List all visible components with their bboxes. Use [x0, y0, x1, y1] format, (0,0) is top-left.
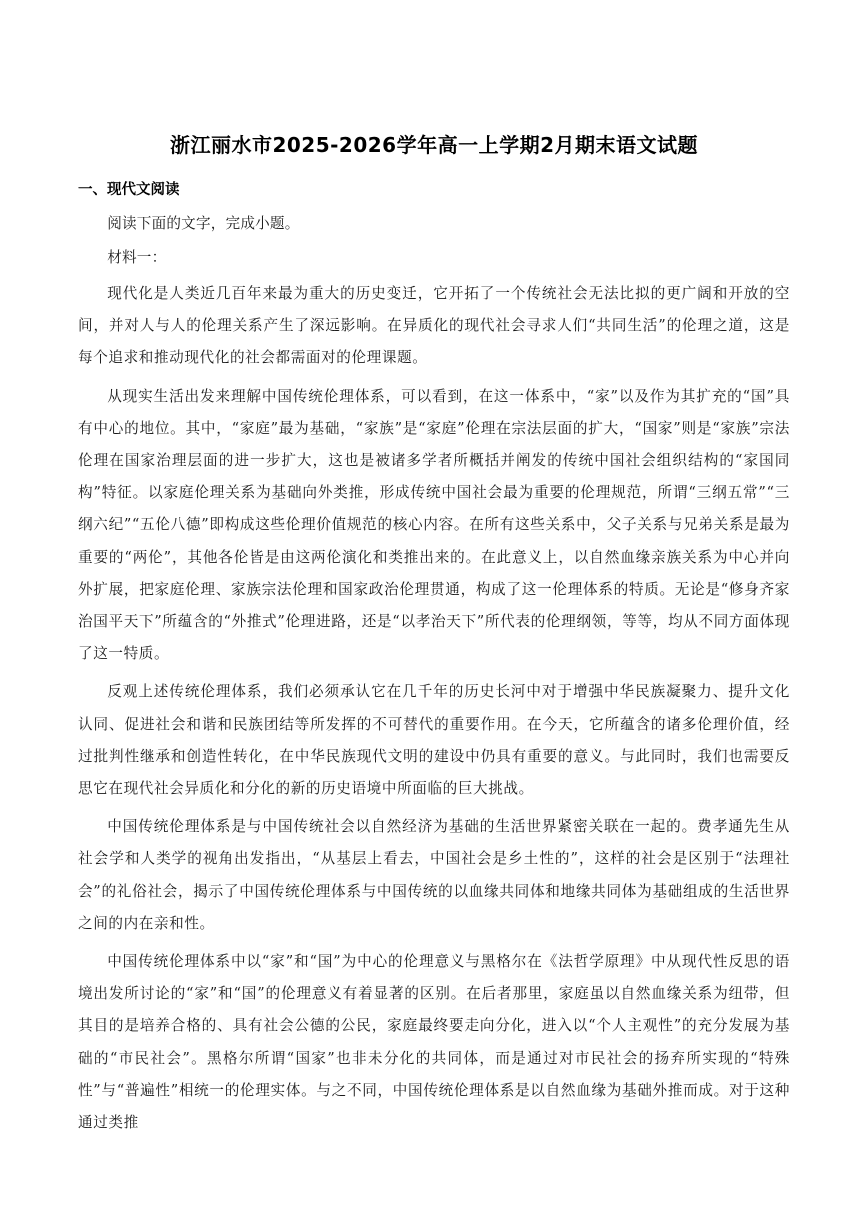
paragraph-2: 从现实生活出发来理解中国传统伦理体系，可以看到，在这一体系中，“家”以及作为其扩充的“国”具有中心的地位。其中，“家庭”最为基础，“家族”是“家庭”伦理在宗法层面的扩大，“国家”则是“家族”宗法伦理在国家治理层面的进一步扩大，这也是被诸多学者所概括并阐发的传统中国社会组织结构的“家国同构”特征。以家庭伦理关系为基础向外类推，形成传统中国社会最为重要的伦理规范，所谓“三纲五常”“三纲六纪”“五伦八德”即构成这些伦理价值规范的核心内容。在所有这些关系中，父子关系与兄弟关系是最为重要的“两伦”，其他各伦皆是由这两伦演化和类推出来的。在此意义上，以自然血缘亲族关系为中心并向外扩展，把家庭伦理、家族宗法伦理和国家政治伦理贯通，构成了这一伦理体系的特质。无论是“修身齐家治国平天下”所蕴含的“外推式”伦理进路，还是“以孝治天下”所代表的伦理纲领，等等，均从不同方面体现了这一特质。	[78, 387, 790, 663]
paragraph-4: 中国传统伦理体系是与中国传统社会以自然经济为基础的生活世界紧密关联在一起的。费孝通先生从社会学和人类学的视角出发指出，“从基层上看去，中国社会是乡土性的”，这样的社会是区别于“法理社会”的礼俗社会，揭示了中国传统伦理体系与中国传统的以血缘共同体和地缘共同体为基础组成的生活世界之间的内在亲和性。	[78, 818, 790, 932]
material-label: 材料一：	[107, 249, 167, 266]
paragraph-3: 反观上述传统伦理体系，我们必须承认它在几千年的历史长河中对于增强中华民族凝聚力、提升文化认同、促进社会和谐和民族团结等所发挥的不可替代的重要作用。在今天，它所蕴含的诸多伦理价值，经过批判性继承和创造性转化，在中华民族现代文明的建设中仍具有重要的意义。与此同时，我们也需要反思它在现代社会异质化和分化的新的历史语境中所面临的巨大挑战。	[78, 683, 790, 798]
paragraph-5: 中国传统伦理体系中以“家”和“国”为中心的伦理意义与黑格尔在《法哲学原理》中从现代性反思的语境出发所讨论的“家”和“国”的伦理意义有着显著的区别。在后者那里，家庭虽以自然血缘关系为纽带，但其目的是培养合格的、具有社会公德的公民，家庭最终要走向分化，进入以“个人主观性”的充分发展为基础的“市民社会”。黑格尔所谓“国家”也非未分化的共同体，而是通过对市民社会的扬弃所实现的“特殊性”与“普遍性”相统一的伦理实体。与之不同，中国传统伦理体系是以自然血缘为基础外推而成。对于这种通过类推	[78, 953, 790, 1132]
section-heading: 一、现代文阅读	[78, 182, 180, 198]
paragraph-1: 现代化是人类近几百年来最为重大的历史变迁，它开拓了一个传统社会无法比拟的更广阔和开放的空间，并对人与人的伦理关系产生了深远影响。在异质化的现代社会寻求人们“共同生活”的伦理之道，这是每个追求和推动现代化的社会都需面对的伦理课题。	[78, 285, 790, 367]
instruction-text: 阅读下面的文字，完成小题。	[107, 215, 300, 232]
exam-title: 浙江丽水市2025-2026学年高一上学期2月期末语文试题	[169, 133, 699, 157]
